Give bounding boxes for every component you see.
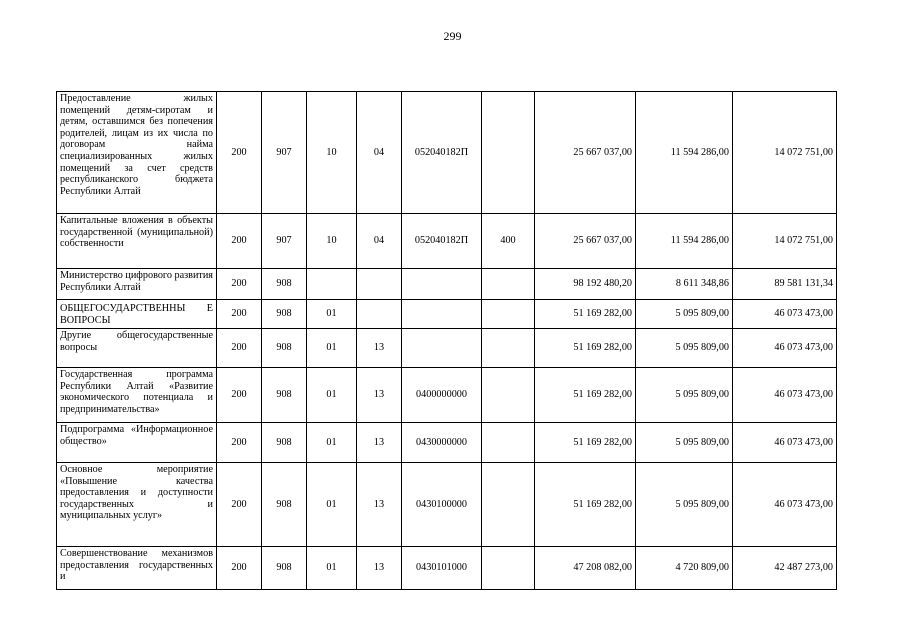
row-section: 01	[307, 547, 357, 590]
row-ministry: 908	[262, 463, 307, 547]
row-sum-3: 42 487 273,00	[733, 547, 837, 590]
row-sum-3: 46 073 473,00	[733, 329, 837, 368]
row-subsection: 04	[357, 92, 402, 214]
row-section: 10	[307, 92, 357, 214]
row-name: ОБЩЕГОСУДАРСТВЕННЫ Е ВОПРОСЫ	[57, 300, 217, 329]
row-section: 01	[307, 423, 357, 463]
row-section: 10	[307, 214, 357, 269]
row-sum-1: 47 208 082,00	[535, 547, 636, 590]
row-section: 01	[307, 300, 357, 329]
row-sum-1: 25 667 037,00	[535, 92, 636, 214]
row-sum-1: 98 192 480,20	[535, 269, 636, 300]
row-ministry: 908	[262, 269, 307, 300]
row-code: 200	[217, 92, 262, 214]
row-subsection: 13	[357, 368, 402, 423]
row-target	[402, 329, 482, 368]
row-sum-3: 46 073 473,00	[733, 300, 837, 329]
row-name: Совершенствование механизмов предоставления государственных и	[57, 547, 217, 590]
row-name: Основное мероприятие «Повышение качества предоставления и доступности государственных и муниципальных услуг»	[57, 463, 217, 547]
row-sum-1: 51 169 282,00	[535, 368, 636, 423]
row-sum-1: 51 169 282,00	[535, 423, 636, 463]
row-target: 052040182П	[402, 214, 482, 269]
row-ministry: 908	[262, 547, 307, 590]
table-row	[57, 214, 837, 269]
row-sum-3: 46 073 473,00	[733, 423, 837, 463]
table-row	[57, 269, 837, 300]
row-target	[402, 300, 482, 329]
row-target: 0400000000	[402, 368, 482, 423]
page-number: 299	[443, 29, 462, 43]
row-sum-2: 5 095 809,00	[636, 300, 733, 329]
row-name: Капитальные вложения в объекты государственной (муниципальной) собственности	[57, 214, 217, 269]
row-target: 0430101000	[402, 547, 482, 590]
row-ministry: 908	[262, 300, 307, 329]
row-sum-2: 8 611 348,86	[636, 269, 733, 300]
row-ministry: 907	[262, 214, 307, 269]
row-subsection: 13	[357, 423, 402, 463]
table-row	[57, 423, 837, 463]
row-subsection	[357, 269, 402, 300]
row-code: 200	[217, 463, 262, 547]
row-sum-2: 5 095 809,00	[636, 463, 733, 547]
row-ministry: 908	[262, 368, 307, 423]
row-subsection: 04	[357, 214, 402, 269]
row-sum-3: 89 581 131,34	[733, 269, 837, 300]
row-subsection	[357, 300, 402, 329]
row-subsection: 13	[357, 547, 402, 590]
budget-table	[56, 91, 837, 590]
row-target: 0430000000	[402, 423, 482, 463]
row-expense-type	[482, 329, 535, 368]
row-section	[307, 269, 357, 300]
row-sum-2: 5 095 809,00	[636, 329, 733, 368]
row-ministry: 908	[262, 423, 307, 463]
row-sum-3: 46 073 473,00	[733, 463, 837, 547]
row-subsection: 13	[357, 329, 402, 368]
row-ministry: 907	[262, 92, 307, 214]
row-name: Предоставление жилых помещений детям-сиротам и детям, оставшимся без попечения родителей, лицам из их числа по договорам найма специализированных жилых помещений за счет средств республиканского бюджета Республики Алтай	[57, 92, 217, 214]
row-expense-type	[482, 547, 535, 590]
row-sum-1: 51 169 282,00	[535, 300, 636, 329]
row-name: Другие общегосударственные вопросы	[57, 329, 217, 368]
row-code: 200	[217, 329, 262, 368]
table-row	[57, 368, 837, 423]
row-sum-1: 51 169 282,00	[535, 329, 636, 368]
row-ministry: 908	[262, 329, 307, 368]
row-sum-2: 5 095 809,00	[636, 368, 733, 423]
row-name: Государственная программа Республики Алтай «Развитие экономического потенциала и предпринимательства»	[57, 368, 217, 423]
table-row	[57, 329, 837, 368]
row-section: 01	[307, 329, 357, 368]
row-sum-2: 11 594 286,00	[636, 214, 733, 269]
row-code: 200	[217, 423, 262, 463]
row-code: 200	[217, 368, 262, 423]
row-expense-type	[482, 423, 535, 463]
row-subsection: 13	[357, 463, 402, 547]
table-row	[57, 463, 837, 547]
row-expense-type	[482, 269, 535, 300]
row-sum-2: 11 594 286,00	[636, 92, 733, 214]
row-code: 200	[217, 300, 262, 329]
row-sum-2: 4 720 809,00	[636, 547, 733, 590]
row-sum-3: 14 072 751,00	[733, 214, 837, 269]
row-sum-1: 25 667 037,00	[535, 214, 636, 269]
row-section: 01	[307, 463, 357, 547]
row-expense-type: 400	[482, 214, 535, 269]
row-sum-3: 46 073 473,00	[733, 368, 837, 423]
row-expense-type	[482, 368, 535, 423]
row-expense-type	[482, 463, 535, 547]
row-code: 200	[217, 214, 262, 269]
row-name: Министерство цифрового развития Республики Алтай	[57, 269, 217, 300]
row-section: 01	[307, 368, 357, 423]
table-row	[57, 547, 837, 590]
row-expense-type	[482, 92, 535, 214]
row-expense-type	[482, 300, 535, 329]
row-target: 052040182П	[402, 92, 482, 214]
row-target	[402, 269, 482, 300]
row-name: Подпрограмма «Информационное общество»	[57, 423, 217, 463]
row-sum-3: 14 072 751,00	[733, 92, 837, 214]
table-row	[57, 92, 837, 214]
table-row	[57, 300, 837, 329]
row-target: 0430100000	[402, 463, 482, 547]
row-code: 200	[217, 269, 262, 300]
row-sum-2: 5 095 809,00	[636, 423, 733, 463]
row-code: 200	[217, 547, 262, 590]
row-sum-1: 51 169 282,00	[535, 463, 636, 547]
